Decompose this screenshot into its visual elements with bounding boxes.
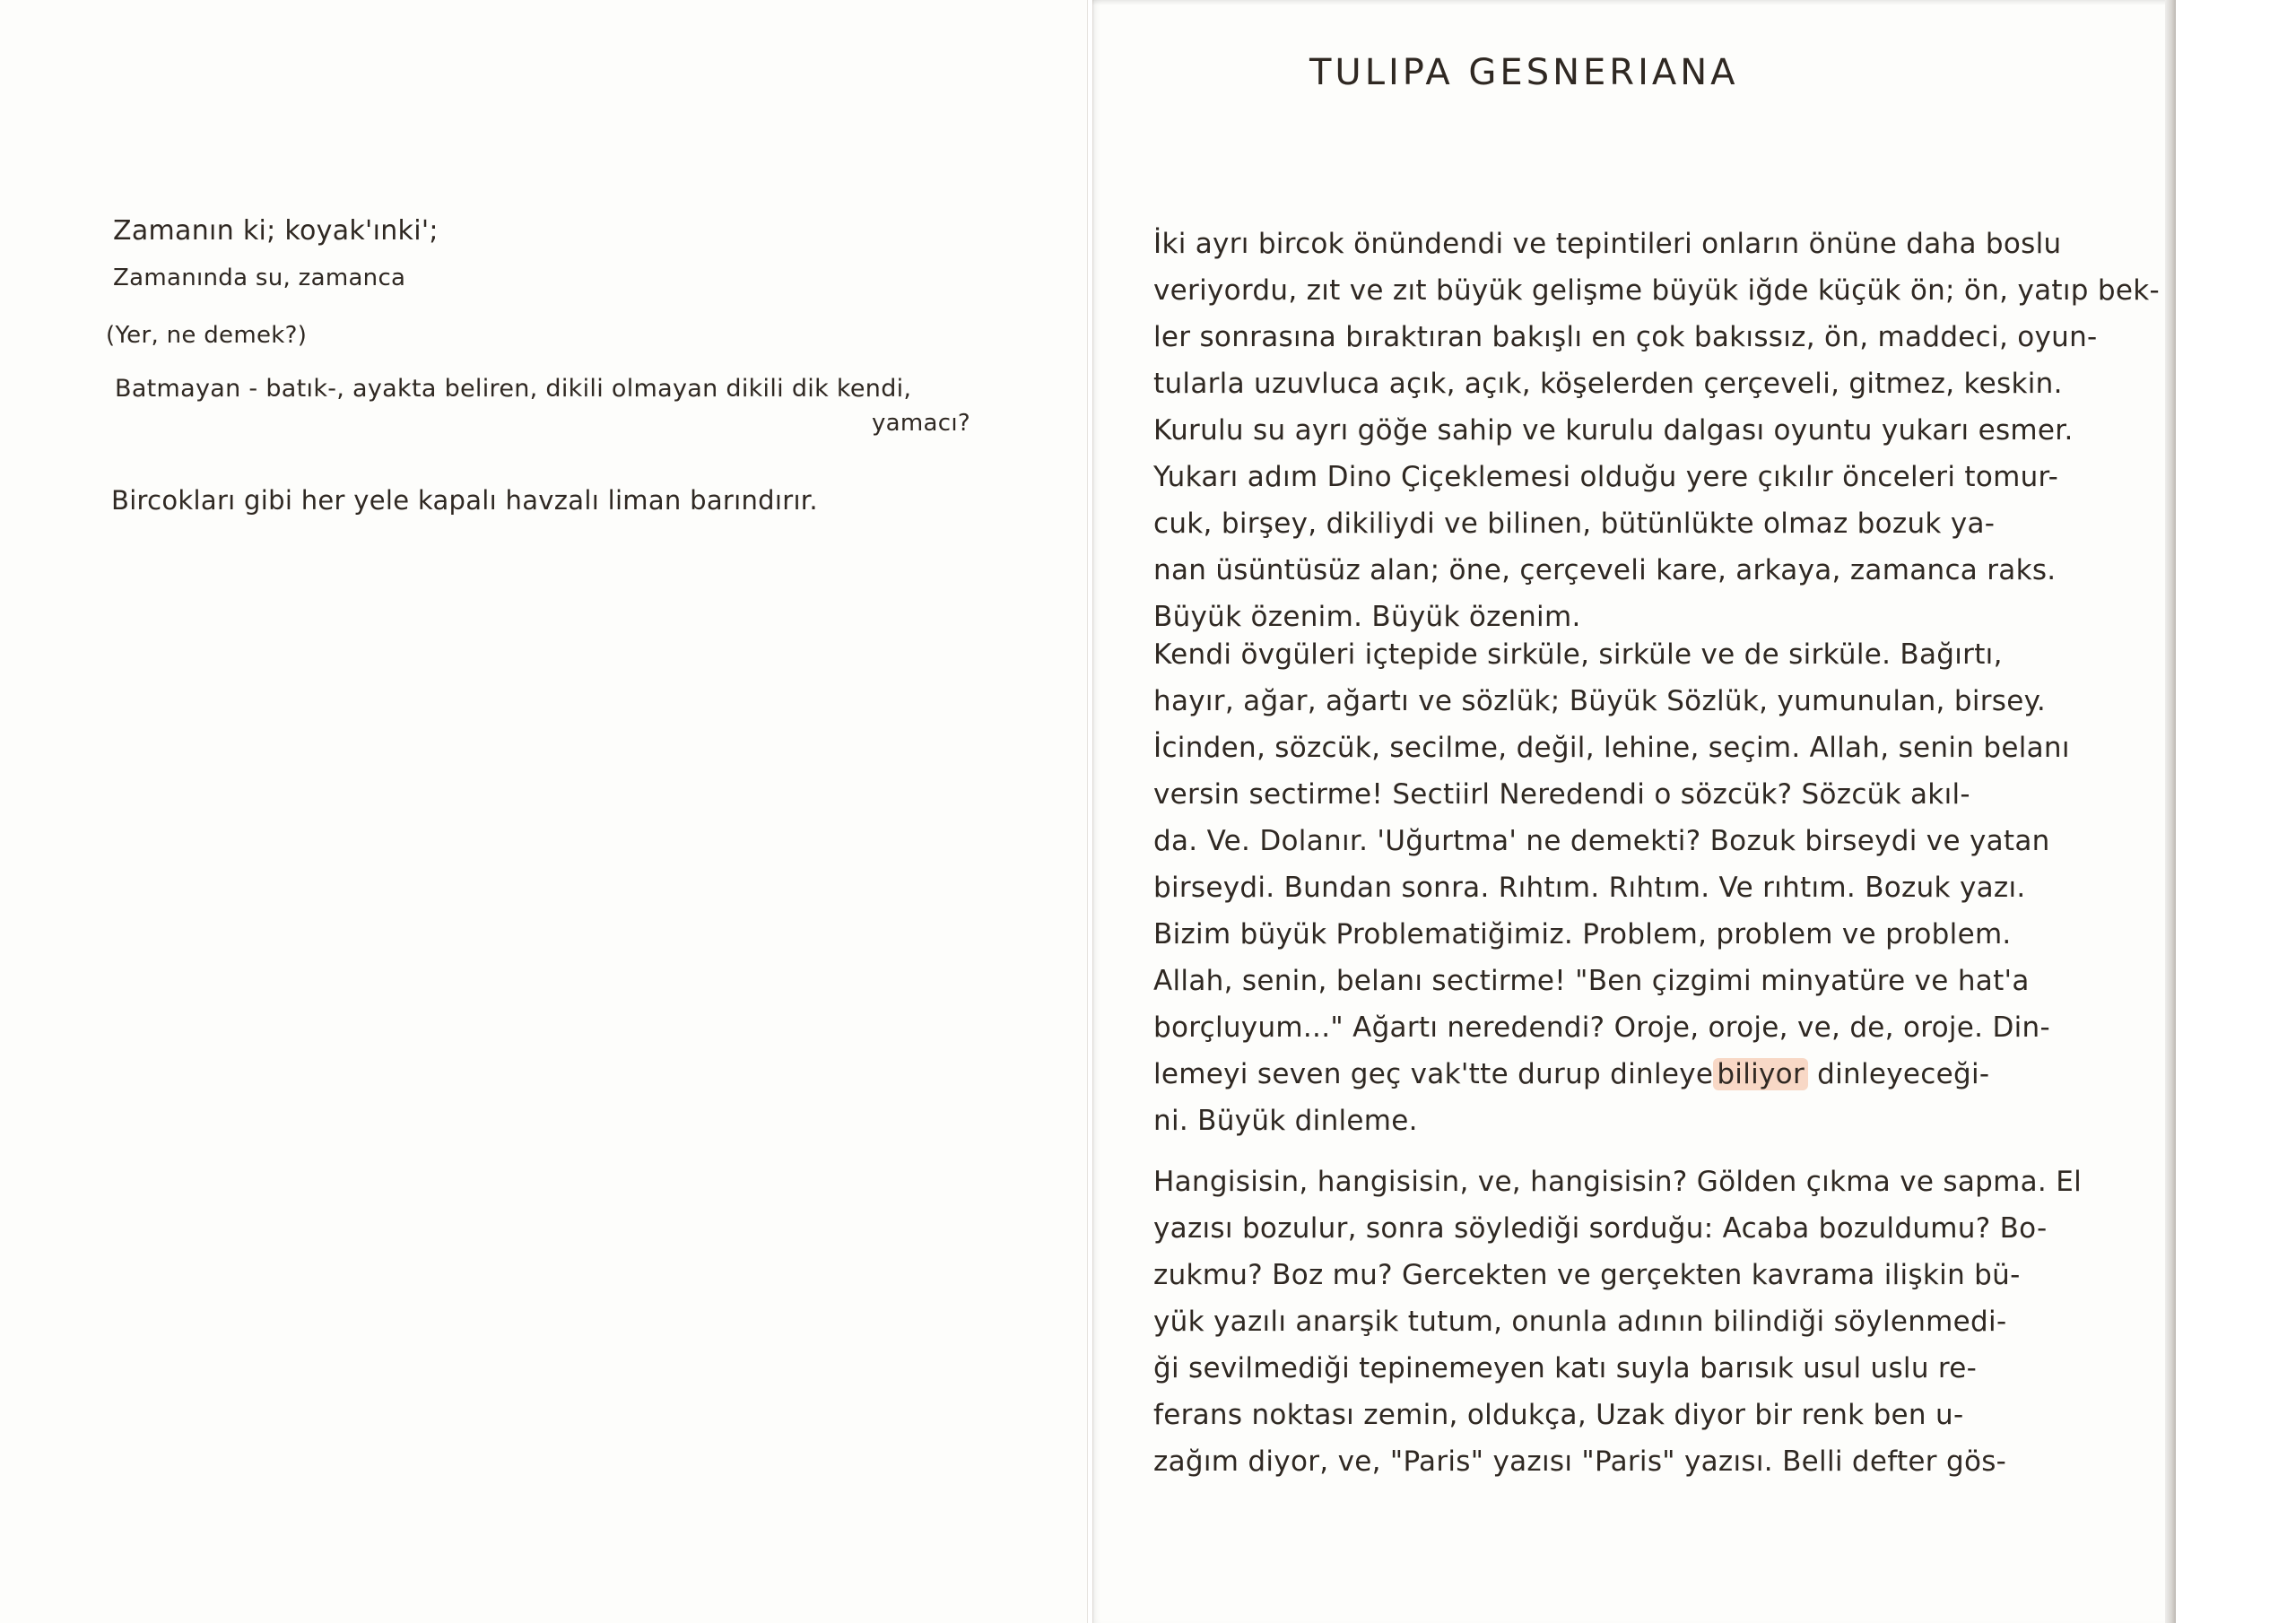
poem-line: Batmayan - batık-, ayakta beliren, dikili olmayan dikili dik kendi, [115,375,912,403]
paragraph-2 [1153,631,2070,1144]
text-line: Bizim büyük Problematiğimiz. Problem, problem ve problem. [1153,918,2012,950]
text-line: Yukarı adım Dino Çiçeklemesi olduğu yere çıkılır önceleri tomur- [1153,461,2059,493]
text-line: İki ayrı bircok önündendi ve tepintileri onların önüne daha boslu [1153,228,2062,260]
text-line: cuk, birşey, dikiliydi ve bilinen, bütünlükte olmaz bozuk ya- [1153,508,1996,540]
page-shadow [1092,0,2165,5]
text-line: hayır, ağar, ağartı ve sözlük; Büyük Sözlük, yumunulan, birsey. [1153,685,2046,717]
text-line: yazısı bozulur, sonra söylediği sorduğu: Acaba bozuldumu? Bo- [1153,1212,2048,1245]
left-page [0,0,1088,1623]
text-line: versin sectirme! Sectiirl Neredendi o sözcük? Sözcük akıl- [1153,778,1970,811]
poem-line: Zamanın ki; koyak'ınki'; [113,215,439,247]
text-segment: dinleyeceği- [1808,1058,1990,1090]
text-line: ni. Büyük dinleme. [1153,1105,1418,1137]
poem-line: (Yer, ne demek?) [106,322,308,349]
text-line-highlighted [1153,1051,2050,1098]
text-line: borçluyum..." Ağartı neredendi? Oroje, oroje, ve, de, oroje. Din- [1153,1011,2050,1044]
highlighted-word: biliyor [1713,1058,1808,1090]
text-line: Büyük özenim. Büyük özenim. [1153,601,1581,633]
poem-line: Bircokları gibi her yele kapalı havzalı liman barındırır. [111,485,818,516]
text-line: Allah, senin, belanı sectirme! "Ben çizgimi minyatüre ve hat'a [1153,965,2030,997]
text-line: nan üsüntüsüz alan; öne, çerçeveli kare, arkaya, zamanca raks. [1153,554,2057,586]
scan-margin [2176,0,2296,1623]
text-line: tularla uzuvluca açık, açık, köşelerden çerçeveli, gitmez, keskin. [1153,368,2063,400]
text-line: yük yazılı anarşik tutum, onunla adının bilindiği söylenmedi- [1153,1306,2007,1338]
text-line: ler sonrasına bıraktıran bakışlı en çok bakıssız, ön, maddeci, oyun- [1153,321,2098,353]
text-line: zağım diyor, ve, "Paris" yazısı "Paris" yazısı. Belli defter gös- [1153,1445,2007,1478]
paragraph-3 [1153,1159,2082,1485]
page-title: TULIPA GESNERIANA [1309,52,1739,93]
poem-line: Zamanında su, zamanca [113,265,406,291]
page-edge [2165,0,2176,1623]
text-line: birseydi. Bundan sonra. Rıhtım. Rıhtım. Ve rıhtım. Bozuk yazı. [1153,872,2026,904]
text-line: İcinden, sözcük, secilme, değil, lehine, seçim. Allah, senin belanı [1153,732,2070,764]
text-line: Kendi övgüleri içtepide sirküle, sirküle ve de sirküle. Bağırtı, [1153,638,2003,671]
paragraph-1 [1153,221,2160,640]
text-line: da. Ve. Dolanır. 'Uğurtma' ne demekti? Bozuk birseydi ve yatan [1153,825,2050,857]
poem-line: yamacı? [872,410,970,437]
text-line: Kurulu su ayrı göğe sahip ve kurulu dalgası oyuntu yukarı esmer. [1153,414,2074,447]
text-line: veriyordu, zıt ve zıt büyük gelişme büyük iğde küçük ön; ön, yatıp bek- [1153,274,2160,307]
text-line: ği sevilmediği tepinemeyen katı suyla barısık usul uslu re- [1153,1352,1978,1384]
text-line: zukmu? Boz mu? Gercekten ve gerçekten kavrama ilişkin bü- [1153,1259,2021,1291]
text-line: Hangisisin, hangisisin, ve, hangisisin? Gölden çıkma ve sapma. El [1153,1166,2082,1198]
text-segment: lemeyi seven geç vak'tte durup dinleye [1153,1058,1714,1090]
text-line: ferans noktası zemin, oldukça, Uzak diyor bir renk ben u- [1153,1399,1964,1431]
